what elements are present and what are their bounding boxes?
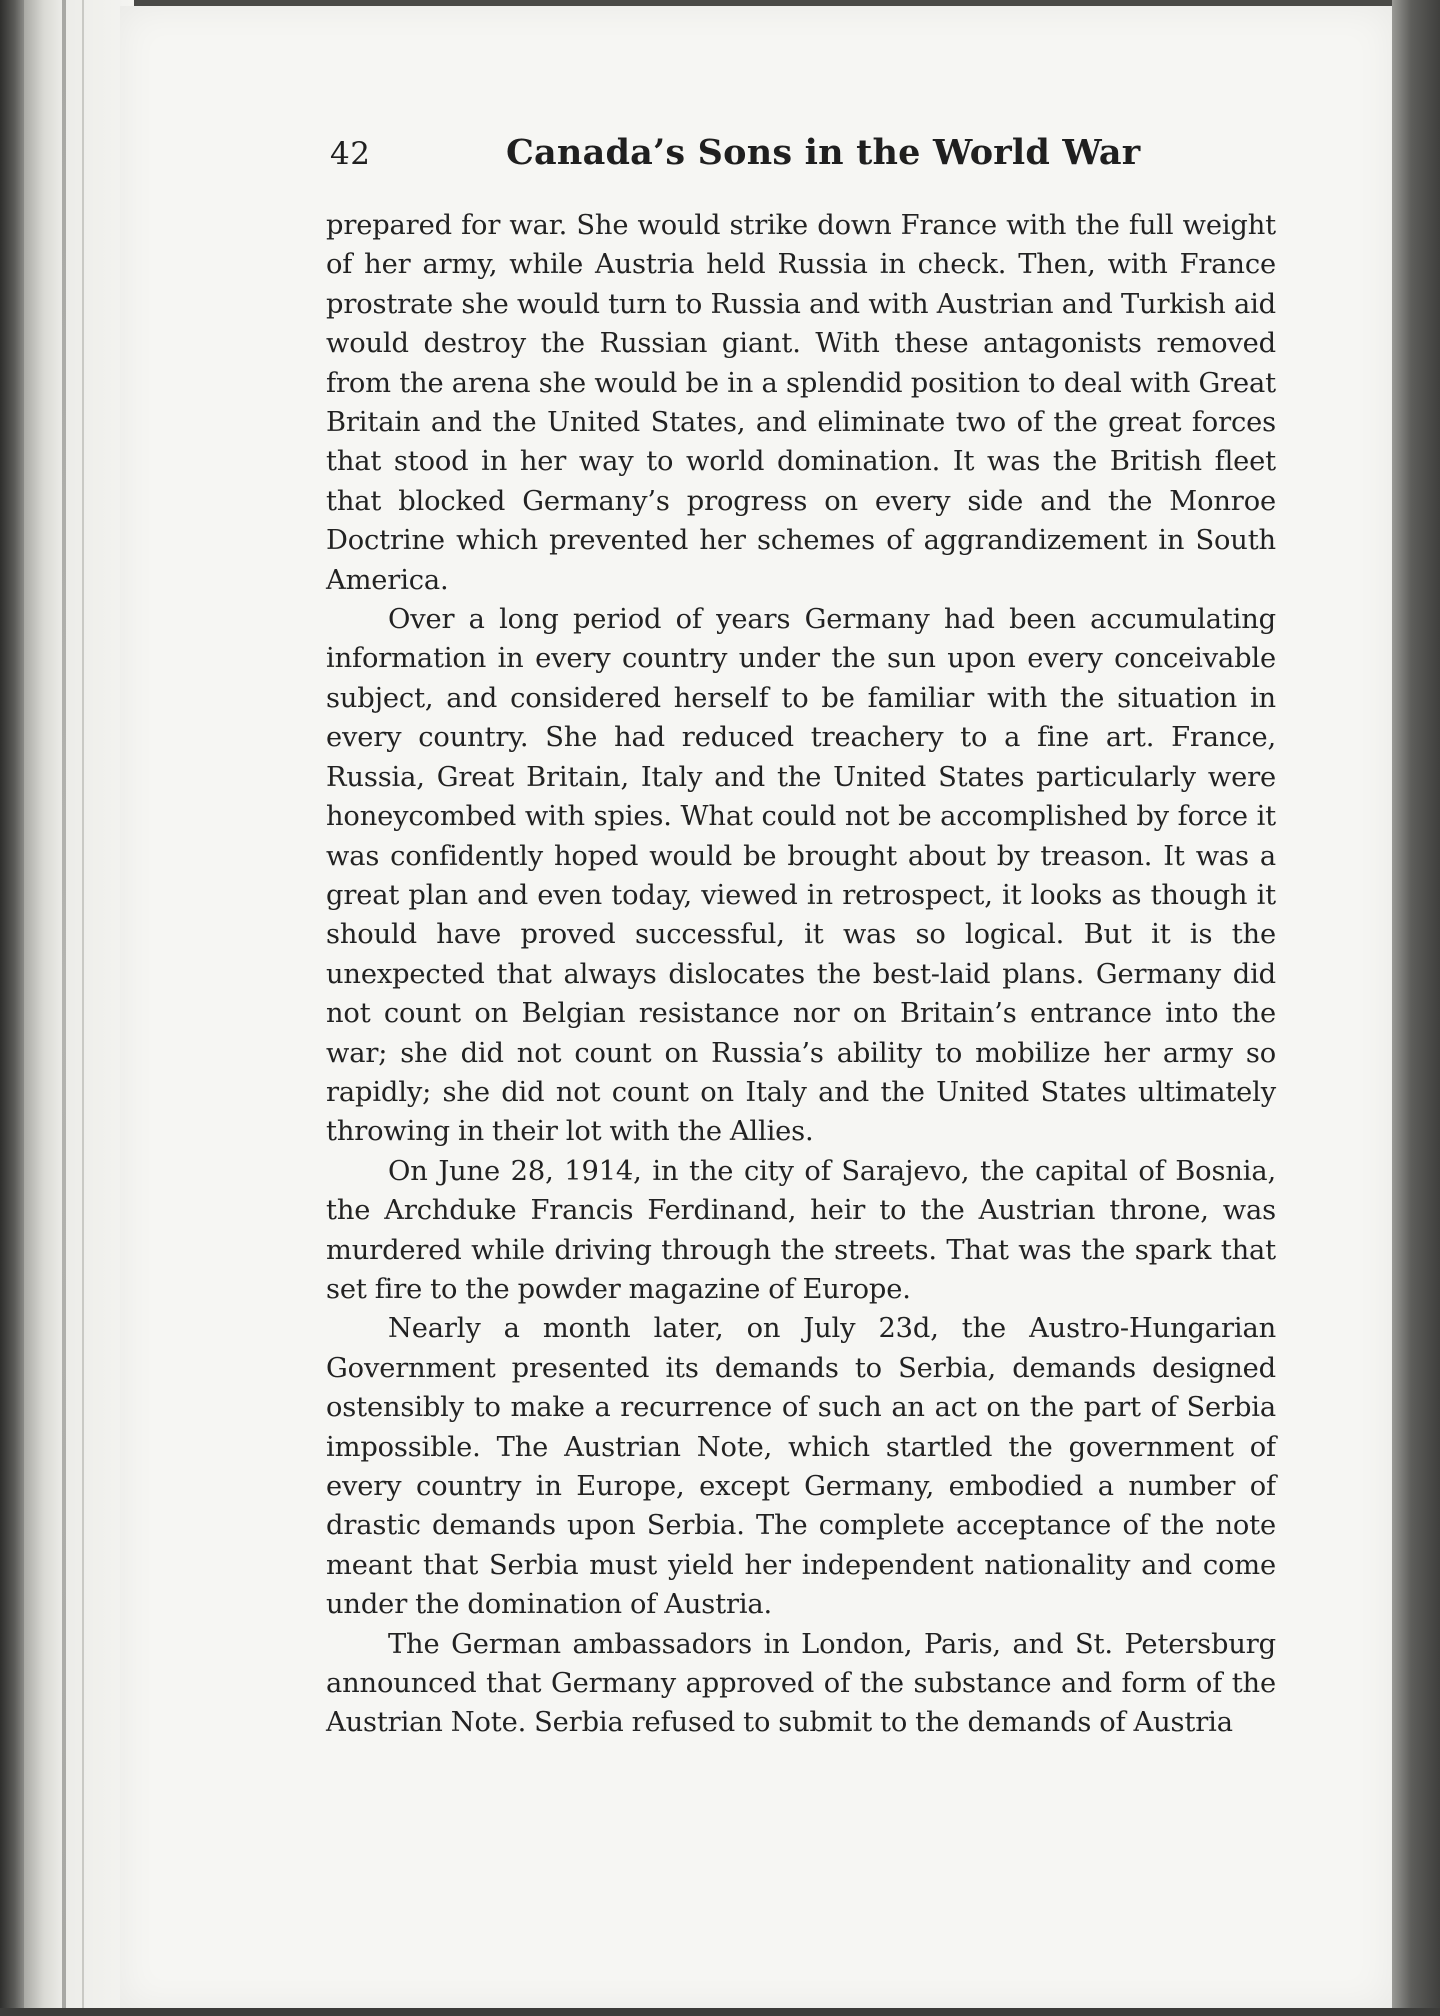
paragraph: Over a long period of years Germany had been accumulating information in every country under the sun upon every conceivable subject, and considered herself to be familiar with the situation in every country. She had reduced treachery to a fine art. France, Russia, Great Britain, Italy and the United States particularly were honeycombed with spies. What could not be accomplished by force it was confidently hoped would be brought about by treason. It was a great plan and even today, viewed in retrospect, it looks as though it should have proved successful, it was so logical. But it is the unexpected that always dislocates the best-laid plans. Germany did not count on Belgian resistance nor on Britain’s entrance into the war; she did not count on Russia’s ability to mobilize her army so rapidly; she did not count on Italy and the United States ultimately throwing in their lot with the Allies. xyxy=(326,604,1276,1148)
page-stack-edge xyxy=(24,0,134,2016)
book-binding xyxy=(0,0,24,2016)
paragraph: prepared for war. She would strike down France with the full weight of her army, while Austria held Russia in check. Then, with France prostrate she would turn to Russia and with Austrian and Turkish aid would destroy the Russian giant. With these antagonists removed from the arena she would be in a splendid position to deal with Great Britain and the United States, and eliminate two of the great forces that stood in her way to world domination. It was the British fleet that blocked Germany’s progress on every side and the Monroe Doctrine which prevented her schemes of aggrandizement in South America. xyxy=(326,210,1276,596)
body-text xyxy=(326,206,1276,1743)
paragraph: Nearly a month later, on July 23d, the Austro-Hungarian Government presented its demands to Serbia, demands designed ostensibly to make a recurrence of such an act on the part of Serbia impossible. The Austrian Note, which startled the government of every country in Europe, except Germany, embodied a number of drastic demands upon Serbia. The complete acceptance of the note meant that Serbia must yield her independent nationality and come under the domination of Austria. xyxy=(326,1313,1276,1621)
paragraph: The German ambassadors in London, Paris, and St. Petersburg announced that Germany approved of the substance and form of the Austrian Note. Serbia refused to submit to the demands of Austria xyxy=(326,1628,1276,1739)
scan-right-edge xyxy=(1392,0,1440,2016)
paragraph: On June 28, 1914, in the city of Sarajevo, the capital of Bosnia, the Archduke Francis Ferdinand, heir to the Austrian throne, was murdered while driving through the streets. That was the spark that set fire to the powder magazine of Europe. xyxy=(326,1155,1276,1305)
scan-bottom-edge xyxy=(0,2008,1440,2016)
running-title: Canada’s Sons in the World War xyxy=(506,132,1141,173)
page-number: 42 xyxy=(330,136,371,172)
page-header xyxy=(330,130,1274,182)
